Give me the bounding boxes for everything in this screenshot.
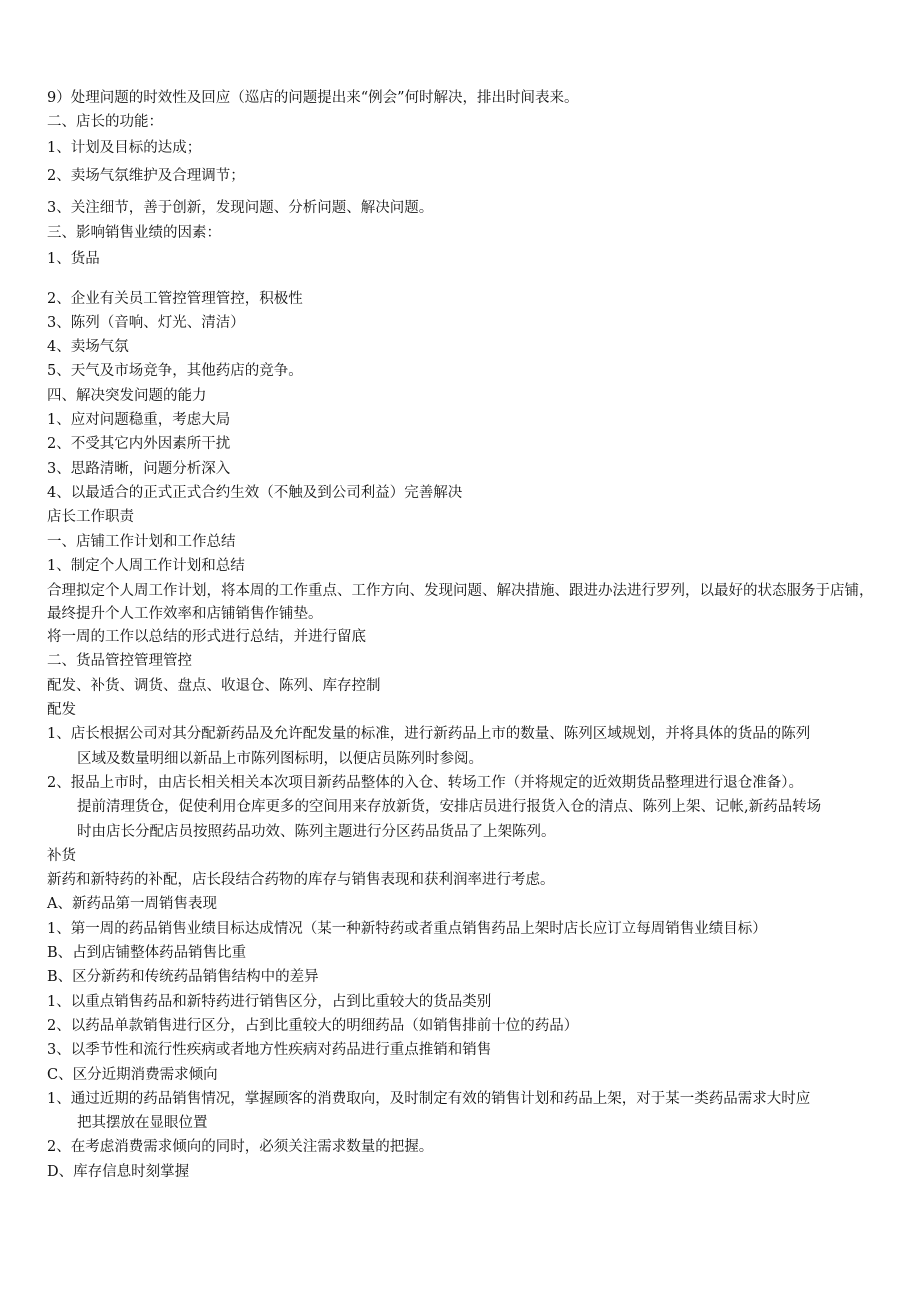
line-14: 2、不受其它内外因素所干扰 <box>47 436 231 453</box>
line-38: 3、以季节性和流行性疾病或者地方性疾病对药品进行重点推销和销售 <box>47 1042 492 1059</box>
line-2: 二、店长的功能： <box>47 114 163 131</box>
line-36: 1、以重点销售药品和新特药进行销售区分，占到比重较大的货品类别 <box>47 993 492 1010</box>
line-43: D、库存信息时刻掌握 <box>47 1163 190 1180</box>
line-26: 区域及数量明细以新品上市陈列图标明，以便店员陈列时参阅。 <box>77 750 483 767</box>
line-27: 2、报品上市时，由店长相关相关本次项目新药品整体的入仓、转场工作（并将规定的近效期货品整理进行退仓准备）。 <box>47 774 803 791</box>
line-22: 二、货品管控管理管控 <box>47 653 192 670</box>
paragraph-weekly-plan: 合理拟定个人周工作计划，将本周的工作重点、工作方向、发现问题、解决措施、跟进办法进行罗列，以最好的状态服务于店铺，最终提升个人工作效率和店铺销售作铺垫。 <box>47 583 874 623</box>
line-16: 4、以最适合的正式正式合约生效（不触及到公司利益）完善解决 <box>47 484 463 501</box>
line-25: 1、店长根据公司对其分配新药品及允许配发量的标准，进行新药品上市的数量、陈列区域规划，并将具体的货品的陈列 <box>47 726 811 743</box>
line-6: 三、影响销售业绩的因素： <box>47 224 221 241</box>
line-30: 补货 <box>47 847 76 864</box>
line-23: 配发、补货、调货、盘点、收退仓、陈列、库存控制 <box>47 677 381 694</box>
line-41: 把其摆放在显眼位置 <box>77 1115 208 1132</box>
line-11: 5、天气及市场竞争，其他药店的竞争。 <box>47 363 303 380</box>
line-5: 3、关注细节，善于创新，发现问题、分析问题、解决问题。 <box>47 200 434 217</box>
line-10: 4、卖场气氛 <box>47 339 129 356</box>
line-40: 1、通过近期的药品销售情况，掌握顾客的消费取向，及时制定有效的销售计划和药品上架，对于某一类药品需求大时应 <box>47 1090 811 1107</box>
line-1: 9）处理问题的时效性及回应（巡店的问题提出来“例会”何时解决，排出时间表来。 <box>47 90 579 106</box>
line-34: B、占到店铺整体药品销售比重 <box>47 945 247 962</box>
line-31: 新药和新特药的补配，店长段结合药物的库存与销售表现和获利润率进行考虑。 <box>47 872 555 889</box>
line-15: 3、思路清晰，问题分析深入 <box>47 460 231 477</box>
line-12: 四、解决突发问题的能力 <box>47 387 207 404</box>
line-19: 1、制定个人周工作计划和总结 <box>47 557 245 574</box>
line-35: B、区分新药和传统药品销售结构中的差异 <box>47 969 319 986</box>
line-9: 3、陈列（音响、灯光、清洁） <box>47 314 245 331</box>
line-32: A、新药品第一周销售表现 <box>47 896 217 913</box>
line-33: 1、第一周的药品销售业绩目标达成情况（某一种新特药或者重点销售药品上架时店长应订立每周销售业绩目标） <box>47 920 767 937</box>
line-13: 1、应对问题稳重，考虑大局 <box>47 412 231 429</box>
line-4: 2、卖场气氛维护及合理调节； <box>47 168 245 185</box>
line-3: 1、计划及目标的达成； <box>47 140 202 157</box>
line-39: C、区分近期消费需求倾向 <box>47 1066 218 1083</box>
line-7: 1、货品 <box>47 250 100 267</box>
line-17: 店长工作职责 <box>47 509 134 526</box>
line-37: 2、以药品单款销售进行区分，占到比重较大的明细药品（如销售排前十位的药品） <box>47 1017 579 1034</box>
line-8: 2、企业有关员工管控管理管控，积极性 <box>47 290 303 307</box>
line-21: 将一周的工作以总结的形式进行总结，并进行留底 <box>47 629 366 646</box>
line-24: 配发 <box>47 702 76 719</box>
line-18: 一、店铺工作计划和工作总结 <box>47 533 236 550</box>
line-28: 提前清理货仓，促使利用仓库更多的空间用来存放新货，安排店员进行报货入仓的清点、陈列上架、记帐,新药品转场 <box>77 799 822 816</box>
document-page <box>47 88 877 1186</box>
line-42: 2、在考虑消费需求倾向的同时，必须关注需求数量的把握。 <box>47 1139 434 1156</box>
line-29: 时由店长分配店员按照药品功效、陈列主题进行分区药品货品了上架陈列。 <box>77 823 556 840</box>
